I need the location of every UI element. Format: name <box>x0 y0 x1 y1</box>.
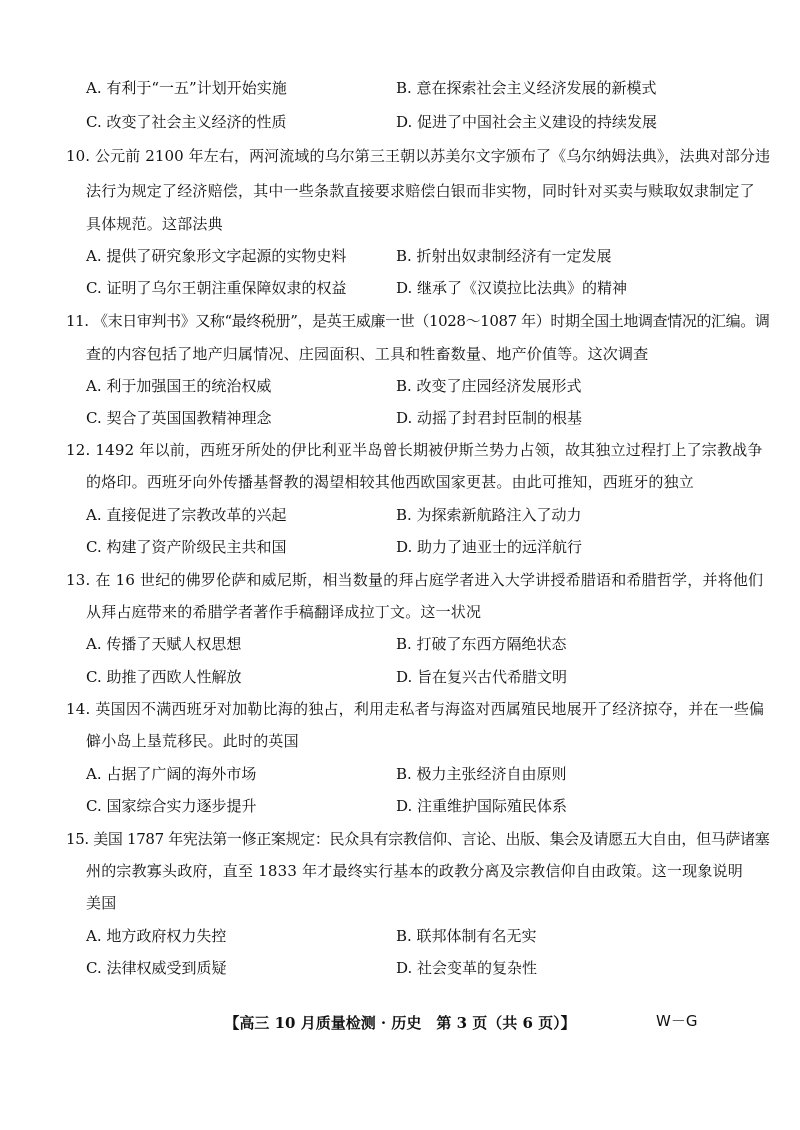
q14-stem-line-2: 僻小岛上垦荒移民。此时的英国 <box>86 732 299 750</box>
q10-option-a: A. 提供了研究象形文字起源的实物史料 <box>86 247 347 265</box>
q14-option-a: A. 占据了广阔的海外市场 <box>86 765 257 783</box>
top-option-c: C. 改变了社会主义经济的性质 <box>86 113 287 131</box>
page-footer: 【高三 10 月质量检测 · 历史 第 3 页（共 6 页）】 <box>224 1014 576 1032</box>
q10-stem-line-1: 10. 公元前 2100 年左右，两河流域的乌尔第三王朝以苏美尔文字颁布了《乌尔纳姆法典》，法典对部分违 <box>66 147 771 165</box>
q13-stem-line-1: 13. 在 16 世纪的佛罗伦萨和威尼斯，相当数量的拜占庭学者进入大学讲授希腊语和希腊哲学，并将他们 <box>66 571 764 589</box>
q12-option-a: A. 直接促进了宗教改革的兴起 <box>86 506 287 524</box>
q15-option-d: D. 社会变革的复杂性 <box>396 959 538 977</box>
q13-option-b: B. 打破了东西方隔绝状态 <box>396 635 567 653</box>
q11-stem-line-1: 11. 《末日审判书》又称“最终税册”，是英王威廉一世（1028～1087 年）时期全国土地调查情况的汇编。调 <box>66 312 770 330</box>
q15-option-c: C. 法律权威受到质疑 <box>86 959 227 977</box>
q12-option-b: B. 为探索新航路注入了动力 <box>396 506 582 524</box>
q10-stem-line-3: 具体规范。这部法典 <box>86 215 223 233</box>
q15-option-b: B. 联邦体制有名无实 <box>396 927 537 945</box>
q12-option-c: C. 构建了资产阶级民主共和国 <box>86 538 287 556</box>
q14-stem-line-1: 14. 英国因不满西班牙对加勒比海的独占，利用走私者与海盗对西属殖民地展开了经济掠夺，并在一些偏 <box>66 700 765 718</box>
q11-option-b: B. 改变了庄园经济发展形式 <box>396 377 582 395</box>
q13-option-c: C. 助推了西欧人性解放 <box>86 668 242 686</box>
q13-option-d: D. 旨在复兴古代希腊文明 <box>396 668 568 686</box>
q13-option-a: A. 传播了天赋人权思想 <box>86 635 242 653</box>
q15-stem-line-1: 15. 美国 1787 年宪法第一修正案规定：民众具有宗教信仰、言论、出版、集会及请愿五大自由，但马萨诸塞 <box>66 830 770 848</box>
q10-option-d: D. 继承了《汉谟拉比法典》的精神 <box>396 279 628 297</box>
q12-option-d: D. 助力了迪亚士的远洋航行 <box>396 538 583 556</box>
q12-stem-line-1: 12. 1492 年以前，西班牙所处的伊比利亚半岛曾长期被伊斯兰势力占领，故其独立过程打上了宗教战争 <box>66 441 763 459</box>
q15-stem-line-2: 州的宗教寡头政府，直至 1833 年才最终实行基本的政教分离及宗教信仰自由政策。这一现象说明 <box>86 862 743 880</box>
q14-option-b: B. 极力主张经济自由原则 <box>396 765 567 783</box>
q11-stem-line-2: 查的内容包括了地产归属情况、庄园面积、工具和牲畜数量、地产价值等。这次调查 <box>86 345 649 363</box>
q15-stem-line-3: 美国 <box>86 894 117 912</box>
q10-stem-line-2: 法行为规定了经济赔偿，其中一些条款直接要求赔偿白银而非实物，同时针对买卖与赎取奴隶制定了 <box>86 182 755 200</box>
q11-option-d: D. 动摇了封君封臣制的根基 <box>396 409 583 427</box>
q15-option-a: A. 地方政府权力失控 <box>86 927 227 945</box>
q13-stem-line-2: 从拜占庭带来的希腊学者著作手稿翻译成拉丁文。这一状况 <box>86 603 482 621</box>
q11-option-c: C. 契合了英国国教精神理念 <box>86 409 272 427</box>
paper-code: W－G <box>656 1012 698 1030</box>
q14-option-d: D. 注重维护国际殖民体系 <box>396 797 568 815</box>
q11-option-a: A. 利于加强国王的统治权威 <box>86 377 272 395</box>
top-option-b: B. 意在探索社会主义经济发展的新模式 <box>396 79 657 97</box>
q10-option-c: C. 证明了乌尔王朝注重保障奴隶的权益 <box>86 279 347 297</box>
top-option-a: A. 有利于“一五”计划开始实施 <box>86 79 287 97</box>
q14-option-c: C. 国家综合实力逐步提升 <box>86 797 257 815</box>
q10-option-b: B. 折射出奴隶制经济有一定发展 <box>396 247 612 265</box>
top-option-d: D. 促进了中国社会主义建设的持续发展 <box>396 113 658 131</box>
q12-stem-line-2: 的烙印。西班牙向外传播基督教的渴望相较其他西欧国家更甚。由此可推知，西班牙的独立 <box>86 473 695 491</box>
